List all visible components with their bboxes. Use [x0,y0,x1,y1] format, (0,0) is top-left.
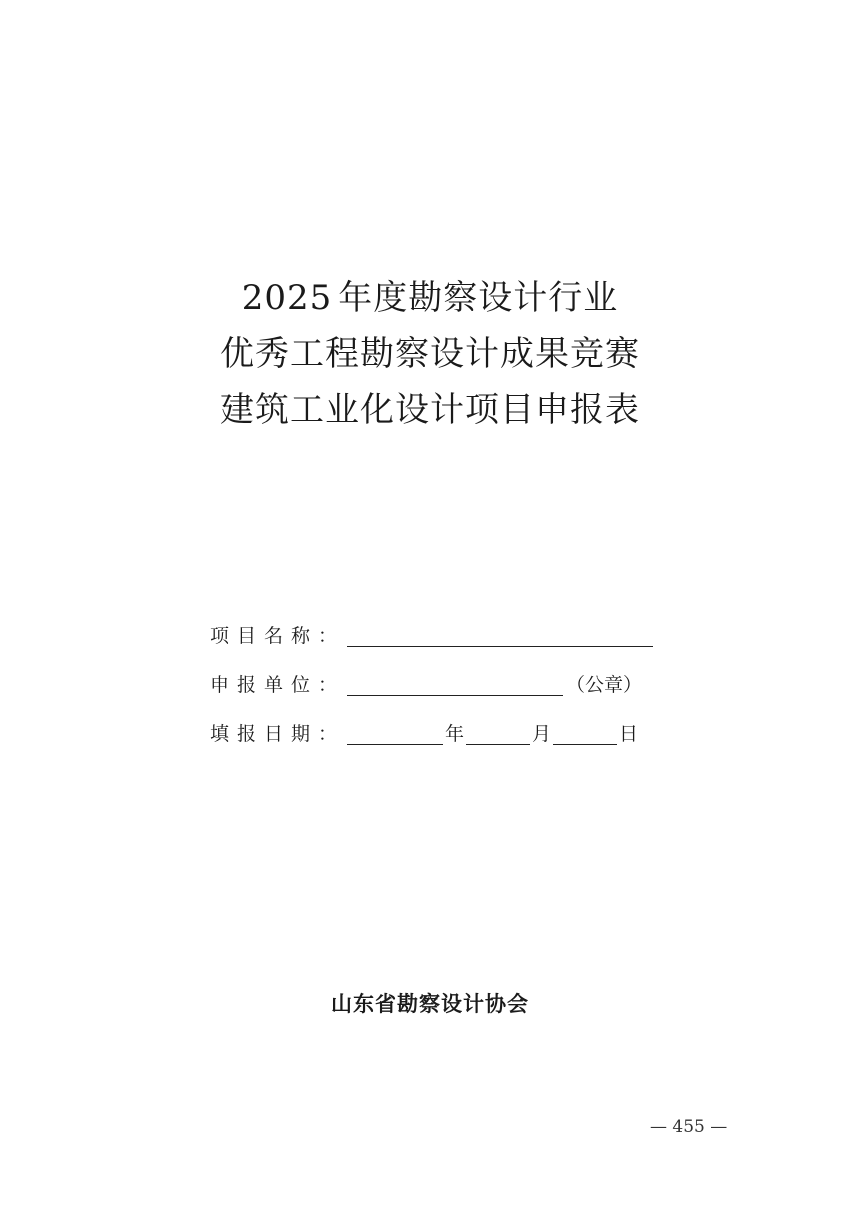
applicant-blank[interactable] [347,695,563,696]
title-year: 2025 [241,278,333,318]
year-unit: 年 [445,723,465,745]
date-label: 填报日期： [210,723,346,745]
document-title-line-3: 建筑工业化设计项目申报表 [220,390,640,430]
seal-note: （公章） [566,674,643,696]
month-unit: 月 [532,723,552,745]
document-title-line-2: 优秀工程勘察设计成果竞赛 [220,334,640,374]
applicant-label: 申报单位： [210,674,346,696]
year-blank[interactable] [347,744,443,745]
document-title-line-1 [0,278,860,318]
project-name-blank[interactable] [347,646,653,647]
month-blank[interactable] [466,744,530,745]
day-unit: 日 [619,723,639,745]
organization-name: 山东省勘察设计协会 [331,992,529,1016]
day-blank[interactable] [553,744,617,745]
project-name-label: 项目名称： [210,625,346,647]
page-number: — 455 — [650,1117,728,1137]
title-line-1-text: 年度勘察设计行业 [338,278,619,318]
